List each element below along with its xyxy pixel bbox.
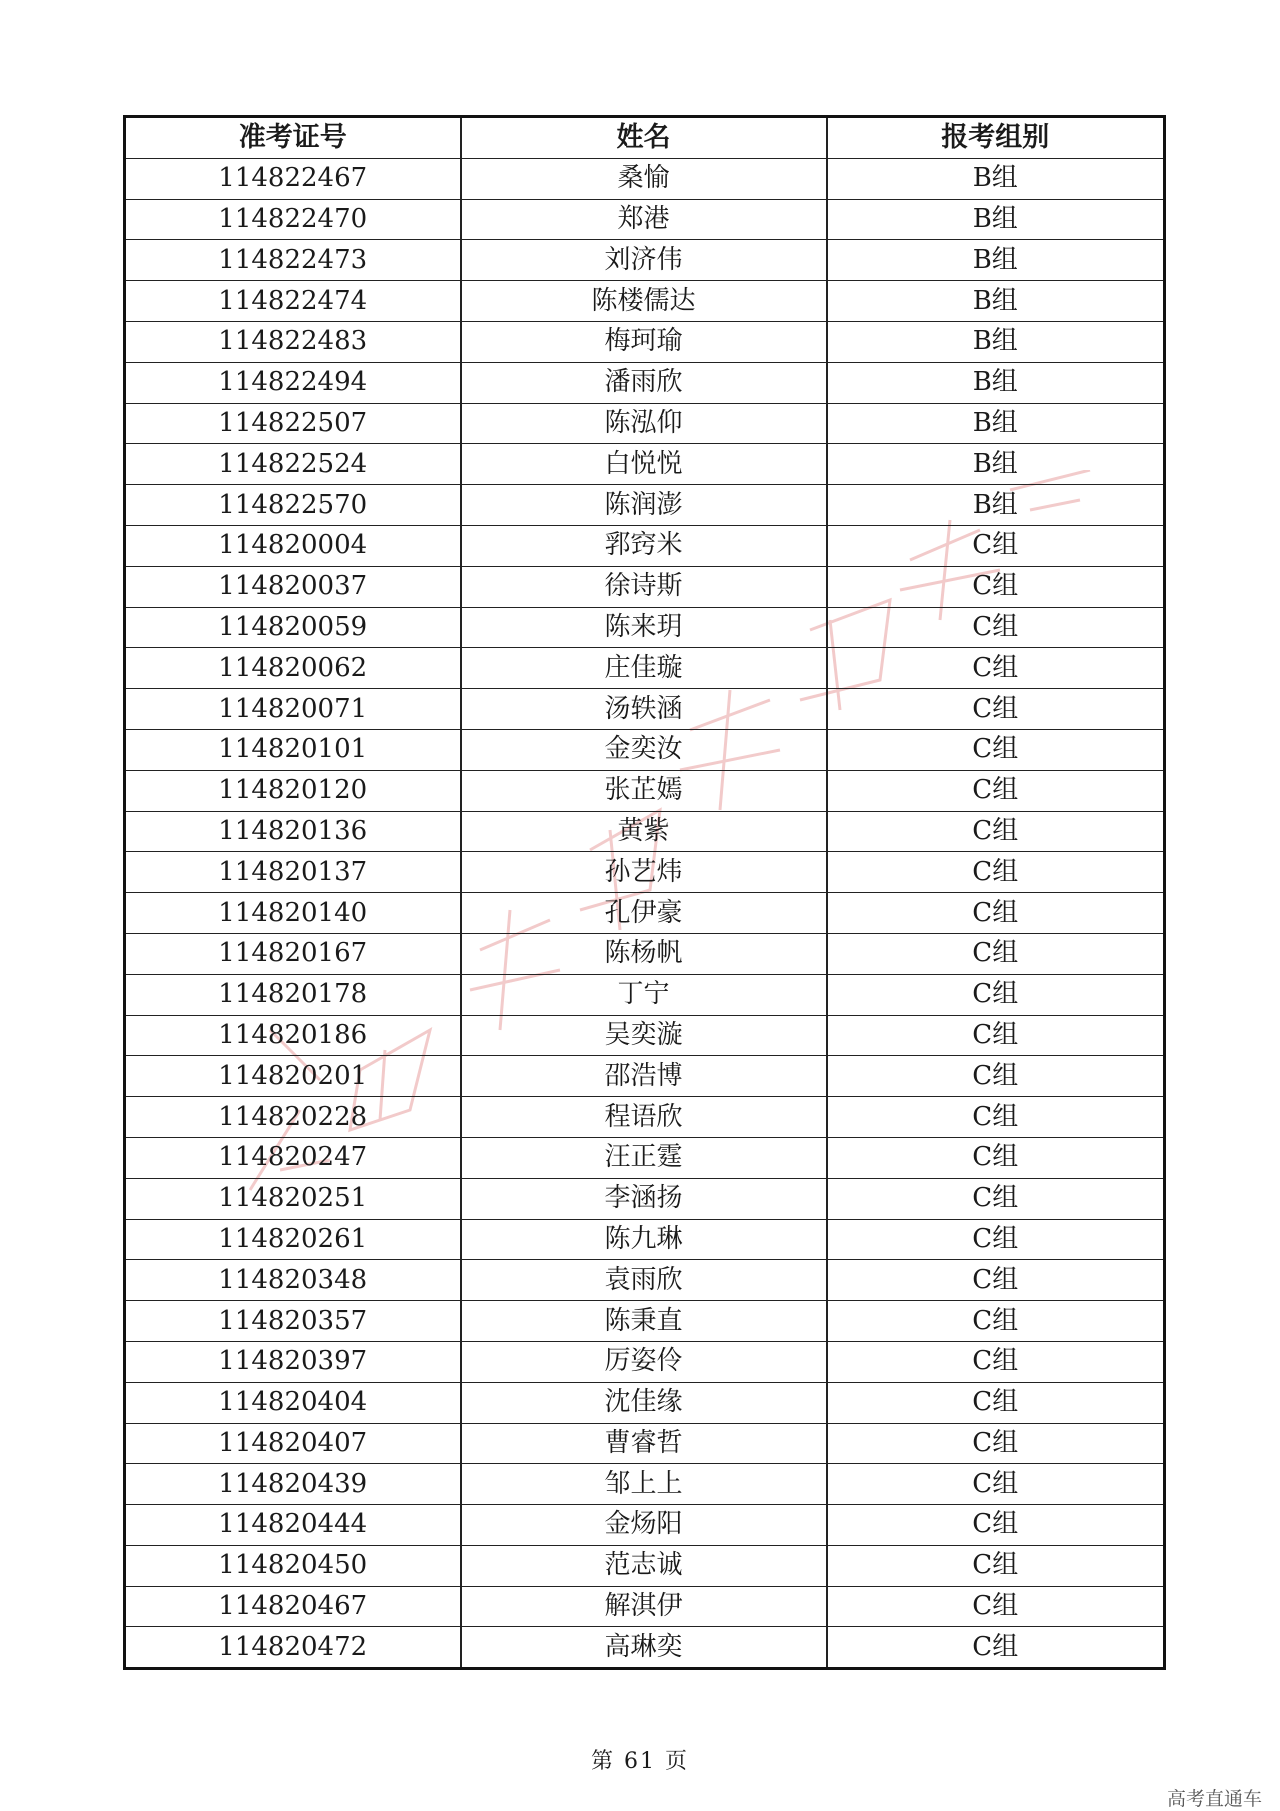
admission-roster-table-container <box>123 115 1163 1670</box>
exam-id-cell: 114820120 <box>125 770 461 811</box>
name-cell: 陈楼儒达 <box>461 281 827 322</box>
exam-id-cell: 114820467 <box>125 1586 461 1627</box>
group-cell: C组 <box>827 648 1165 689</box>
exam-id-cell: 114820137 <box>125 852 461 893</box>
group-cell: B组 <box>827 362 1165 403</box>
group-cell: B组 <box>827 444 1165 485</box>
name-cell: 刘济伟 <box>461 240 827 281</box>
exam-id-cell: 114820444 <box>125 1505 461 1546</box>
group-cell: B组 <box>827 485 1165 526</box>
name-cell: 汪正霆 <box>461 1137 827 1178</box>
name-cell: 郑港 <box>461 199 827 240</box>
table-row <box>125 1382 1165 1423</box>
table-row <box>125 362 1165 403</box>
exam-id-cell: 114820472 <box>125 1627 461 1669</box>
exam-id-cell: 114822474 <box>125 281 461 322</box>
name-cell: 范志诚 <box>461 1545 827 1586</box>
name-cell: 沈佳缘 <box>461 1382 827 1423</box>
table-row <box>125 321 1165 362</box>
exam-id-cell: 114820439 <box>125 1464 461 1505</box>
exam-id-cell: 114822570 <box>125 485 461 526</box>
group-cell: B组 <box>827 240 1165 281</box>
name-cell: 孔伊豪 <box>461 893 827 934</box>
site-watermark-text: 高考直通车 <box>1166 1788 1262 1810</box>
exam-id-cell: 114820136 <box>125 811 461 852</box>
group-cell: C组 <box>827 1056 1165 1097</box>
exam-id-cell: 114820450 <box>125 1545 461 1586</box>
exam-id-cell: 114822507 <box>125 403 461 444</box>
exam-id-cell: 114820247 <box>125 1137 461 1178</box>
exam-id-cell: 114822470 <box>125 199 461 240</box>
name-cell: 陈杨帆 <box>461 933 827 974</box>
group-cell: C组 <box>827 852 1165 893</box>
group-cell: C组 <box>827 1178 1165 1219</box>
group-cell: B组 <box>827 281 1165 322</box>
admission-roster-table <box>123 115 1166 1670</box>
exam-id-cell: 114820348 <box>125 1260 461 1301</box>
table-row <box>125 485 1165 526</box>
exam-id-cell: 114820140 <box>125 893 461 934</box>
name-cell: 袁雨欣 <box>461 1260 827 1301</box>
exam-id-cell: 114820186 <box>125 1015 461 1056</box>
exam-id-cell: 114820037 <box>125 566 461 607</box>
table-row <box>125 648 1165 689</box>
group-cell: C组 <box>827 729 1165 770</box>
table-row <box>125 281 1165 322</box>
name-cell: 曹睿哲 <box>461 1423 827 1464</box>
name-cell: 吴奕漩 <box>461 1015 827 1056</box>
exam-id-cell: 114822467 <box>125 158 461 199</box>
exam-id-cell: 114822483 <box>125 321 461 362</box>
name-cell: 丁宁 <box>461 974 827 1015</box>
table-row <box>125 974 1165 1015</box>
group-cell: C组 <box>827 974 1165 1015</box>
group-cell: C组 <box>827 770 1165 811</box>
group-cell: C组 <box>827 566 1165 607</box>
group-cell: C组 <box>827 1097 1165 1138</box>
table-row <box>125 1545 1165 1586</box>
name-cell: 潘雨欣 <box>461 362 827 403</box>
table-body <box>125 158 1165 1668</box>
table-row <box>125 933 1165 974</box>
exam-id-cell: 114822473 <box>125 240 461 281</box>
exam-id-cell: 114820071 <box>125 689 461 730</box>
column-header-name: 姓名 <box>461 117 827 159</box>
exam-id-cell: 114822524 <box>125 444 461 485</box>
exam-id-cell: 114822494 <box>125 362 461 403</box>
group-cell: C组 <box>827 1301 1165 1342</box>
table-row <box>125 1586 1165 1627</box>
table-row <box>125 403 1165 444</box>
table-row <box>125 852 1165 893</box>
table-row <box>125 1627 1165 1669</box>
table-row <box>125 729 1165 770</box>
table-row <box>125 444 1165 485</box>
table-row <box>125 1178 1165 1219</box>
name-cell: 高琳奕 <box>461 1627 827 1669</box>
group-cell: C组 <box>827 811 1165 852</box>
page-number: 第 61 页 <box>591 1749 689 1774</box>
table-row <box>125 893 1165 934</box>
table-row <box>125 199 1165 240</box>
name-cell: 白悦悦 <box>461 444 827 485</box>
exam-id-cell: 114820407 <box>125 1423 461 1464</box>
group-cell: C组 <box>827 893 1165 934</box>
exam-id-cell: 114820228 <box>125 1097 461 1138</box>
name-cell: 庄佳璇 <box>461 648 827 689</box>
table-row <box>125 1260 1165 1301</box>
name-cell: 陈泓仰 <box>461 403 827 444</box>
group-cell: C组 <box>827 525 1165 566</box>
exam-id-cell: 114820167 <box>125 933 461 974</box>
group-cell: C组 <box>827 1137 1165 1178</box>
name-cell: 厉姿伶 <box>461 1341 827 1382</box>
table-row <box>125 1219 1165 1260</box>
table-row <box>125 1097 1165 1138</box>
table-row <box>125 607 1165 648</box>
table-row <box>125 770 1165 811</box>
name-cell: 徐诗斯 <box>461 566 827 607</box>
exam-id-cell: 114820059 <box>125 607 461 648</box>
group-cell: C组 <box>827 1423 1165 1464</box>
group-cell: C组 <box>827 1627 1165 1669</box>
group-cell: C组 <box>827 689 1165 730</box>
name-cell: 张芷嫣 <box>461 770 827 811</box>
group-cell: B组 <box>827 199 1165 240</box>
table-row <box>125 240 1165 281</box>
name-cell: 金奕汝 <box>461 729 827 770</box>
table-row <box>125 525 1165 566</box>
group-cell: B组 <box>827 321 1165 362</box>
table-header-row <box>125 117 1165 159</box>
exam-id-cell: 114820404 <box>125 1382 461 1423</box>
name-cell: 陈来玥 <box>461 607 827 648</box>
exam-id-cell: 114820251 <box>125 1178 461 1219</box>
name-cell: 梅珂瑜 <box>461 321 827 362</box>
group-cell: C组 <box>827 1219 1165 1260</box>
column-header-exam-id: 准考证号 <box>125 117 461 159</box>
name-cell: 程语欣 <box>461 1097 827 1138</box>
table-row <box>125 1464 1165 1505</box>
name-cell: 黄紫 <box>461 811 827 852</box>
table-row <box>125 1015 1165 1056</box>
name-cell: 郛窍米 <box>461 525 827 566</box>
group-cell: B组 <box>827 158 1165 199</box>
table-row <box>125 1341 1165 1382</box>
table-row <box>125 1137 1165 1178</box>
exam-id-cell: 114820201 <box>125 1056 461 1097</box>
table-row <box>125 1301 1165 1342</box>
exam-id-cell: 114820261 <box>125 1219 461 1260</box>
exam-id-cell: 114820004 <box>125 525 461 566</box>
name-cell: 陈润澎 <box>461 485 827 526</box>
table-row <box>125 689 1165 730</box>
table-row <box>125 811 1165 852</box>
table-row <box>125 158 1165 199</box>
exam-id-cell: 114820357 <box>125 1301 461 1342</box>
group-cell: C组 <box>827 1586 1165 1627</box>
name-cell: 邵浩博 <box>461 1056 827 1097</box>
name-cell: 邹上上 <box>461 1464 827 1505</box>
table-row <box>125 566 1165 607</box>
name-cell: 金炀阳 <box>461 1505 827 1546</box>
name-cell: 桑愉 <box>461 158 827 199</box>
name-cell: 陈九琳 <box>461 1219 827 1260</box>
table-row <box>125 1056 1165 1097</box>
exam-id-cell: 114820062 <box>125 648 461 689</box>
exam-id-cell: 114820397 <box>125 1341 461 1382</box>
name-cell: 孙艺炜 <box>461 852 827 893</box>
group-cell: C组 <box>827 1382 1165 1423</box>
name-cell: 李涵扬 <box>461 1178 827 1219</box>
group-cell: C组 <box>827 1260 1165 1301</box>
group-cell: C组 <box>827 1464 1165 1505</box>
table-row <box>125 1423 1165 1464</box>
group-cell: C组 <box>827 1505 1165 1546</box>
exam-id-cell: 114820178 <box>125 974 461 1015</box>
column-header-group: 报考组别 <box>827 117 1165 159</box>
group-cell: C组 <box>827 607 1165 648</box>
name-cell: 陈秉直 <box>461 1301 827 1342</box>
group-cell: C组 <box>827 1015 1165 1056</box>
group-cell: C组 <box>827 933 1165 974</box>
group-cell: C组 <box>827 1341 1165 1382</box>
exam-id-cell: 114820101 <box>125 729 461 770</box>
group-cell: C组 <box>827 1545 1165 1586</box>
name-cell: 解淇伊 <box>461 1586 827 1627</box>
name-cell: 汤轶涵 <box>461 689 827 730</box>
group-cell: B组 <box>827 403 1165 444</box>
table-row <box>125 1505 1165 1546</box>
